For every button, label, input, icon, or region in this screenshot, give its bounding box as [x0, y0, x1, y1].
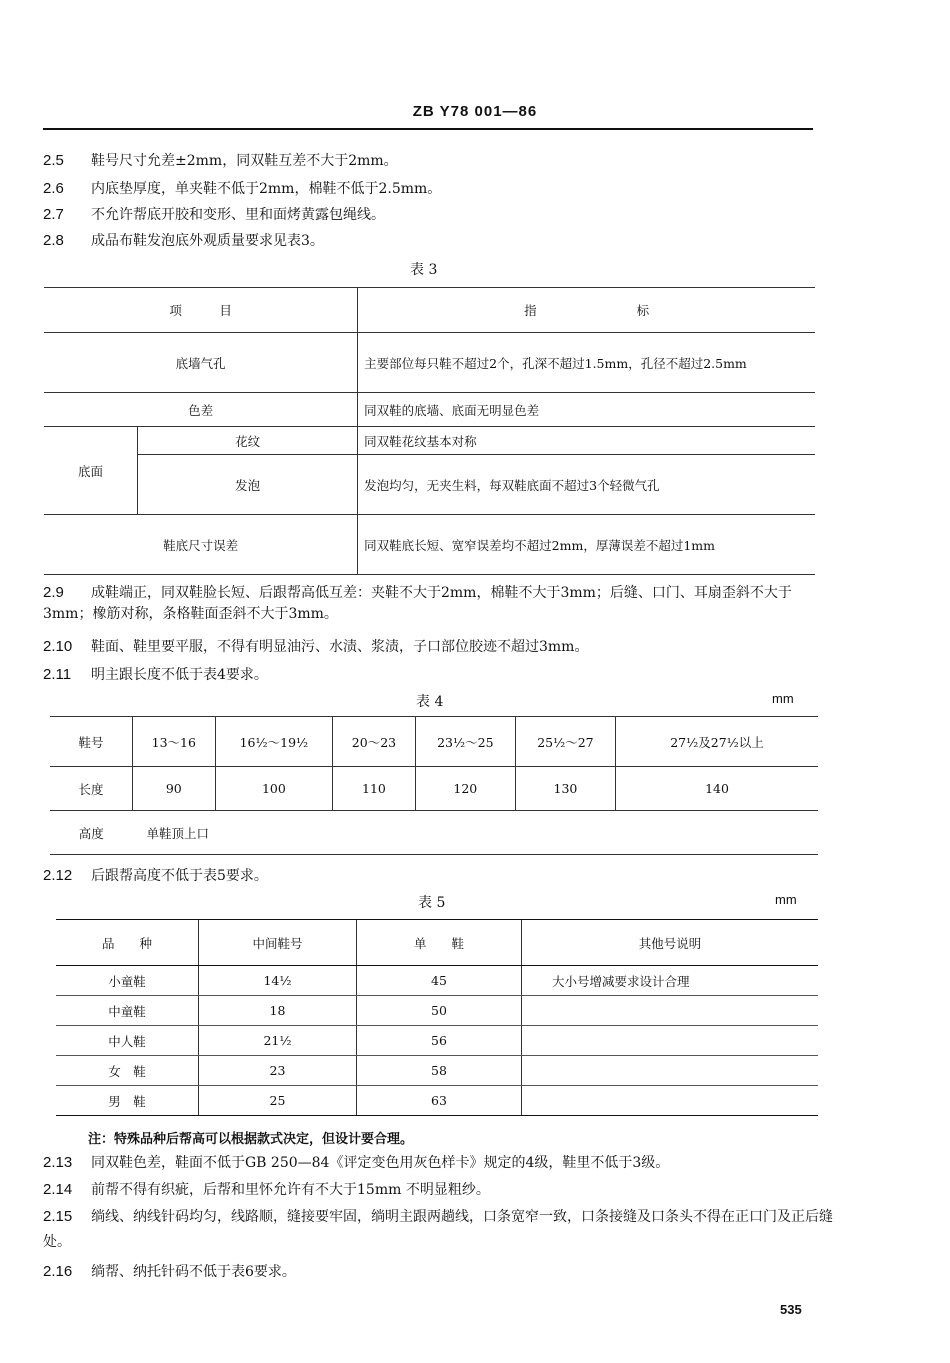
section-2-11: 2.11 明主跟长度不低于表4要求。: [43, 666, 268, 683]
table-3: [44, 287, 815, 575]
table3-row: 发泡 发泡均匀，无夹生料，每双鞋底面不超过3个轻微气孔: [44, 455, 815, 515]
table3-header-index: 指 标: [358, 288, 815, 333]
table5-caption: 表 5: [418, 895, 446, 911]
section-2-6: 2.6 内底垫厚度，单夹鞋不低于2mm，棉鞋不低于2.5mm。: [43, 180, 442, 197]
section-2-10: 2.10 鞋面、鞋里要平服，不得有明显油污、水渍、浆渍，子口部位胶迹不超过3mm。: [43, 638, 589, 655]
table5-row: 中人鞋 21½ 56: [56, 1026, 818, 1056]
document-code: ZB Y78 001—86: [412, 103, 538, 120]
table5-note: 注：特殊品种后帮高可以根据款式决定，但设计要合理。: [88, 1132, 414, 1147]
table4-height-row: 高度 单鞋顶上口: [50, 811, 818, 855]
table5-row: 小童鞋 14½ 45 大小号增减要求设计合理: [56, 966, 818, 996]
table5-row: 女 鞋 23 58: [56, 1056, 818, 1086]
section-2-5: 2.5 鞋号尺寸允差±2mm，同双鞋互差不大于2mm。: [43, 152, 398, 169]
section-2-12: 2.12 后跟帮高度不低于表5要求。: [43, 867, 268, 884]
table3-header-row: [44, 288, 815, 333]
table5-row: 中童鞋 18 50: [56, 996, 818, 1026]
table5-unit: mm: [775, 892, 797, 907]
page-number: 535: [780, 1302, 802, 1317]
section-2-9: 2.9 成鞋端正，同双鞋脸长短、后跟帮高低互差：夹鞋不大于2mm，棉鞋不大于3mm；后缝、口门、耳扇歪斜不大于3mm；橡筋对称，条格鞋面歪斜不大于3mm。: [43, 584, 792, 622]
table3-row: 底面 花纹 同双鞋花纹基本对称: [44, 427, 815, 455]
table3-row: 底墙气孔 主要部位每只鞋不超过2个，孔深不超过1.5mm，孔径不超过2.5mm: [44, 333, 815, 393]
table-5: [56, 919, 818, 1116]
section-2-14: 2.14 前帮不得有织疵，后帮和里怀允许有不大于15mm 不明显粗纱。: [43, 1181, 490, 1198]
section-2-8: 2.8 成品布鞋发泡底外观质量要求见表3。: [43, 232, 324, 249]
table4-size-row: 鞋号 13～16 16½～19½ 20～23 23½～25 25½～27 27½及27½以上: [50, 717, 818, 767]
table-4: [50, 716, 818, 855]
table3-row: 色差 同双鞋的底墙、底面无明显色差: [44, 393, 815, 427]
header-rule: [43, 128, 813, 130]
table5-row: 男 鞋 25 63: [56, 1086, 818, 1116]
table4-caption: 表 4: [416, 694, 444, 710]
table3-caption: 表 3: [410, 262, 438, 278]
table3-row: 鞋底尺寸误差 同双鞋底长短、宽窄误差均不超过2mm，厚薄误差不超过1mm: [44, 515, 815, 575]
section-2-13: 2.13 同双鞋色差，鞋面不低于GB 250—84《评定变色用灰色样卡》规定的4级，鞋里不低于3级。: [43, 1154, 670, 1171]
section-2-16: 2.16 绱帮、纳托针码不低于表6要求。: [43, 1263, 296, 1280]
table3-group-label: 底面: [44, 427, 138, 515]
table4-length-row: 长度 90 100 110 120 130 140: [50, 767, 818, 811]
table5-header-row: 品 种 中间鞋号 单 鞋 其他号说明: [56, 920, 818, 966]
table4-unit: mm: [772, 691, 794, 706]
table3-header-item: 项 目: [44, 288, 358, 333]
section-2-15: 2.15 绱线、纳线针码均匀，线路顺，缝接要牢固，绱明主跟两趟线，口条宽窄一致，口条接缝及口条头不得在正口门及正后缝处。: [43, 1208, 833, 1250]
section-2-7: 2.7 不允许帮底开胶和变形、里和面烤黄露包绳线。: [43, 206, 385, 223]
